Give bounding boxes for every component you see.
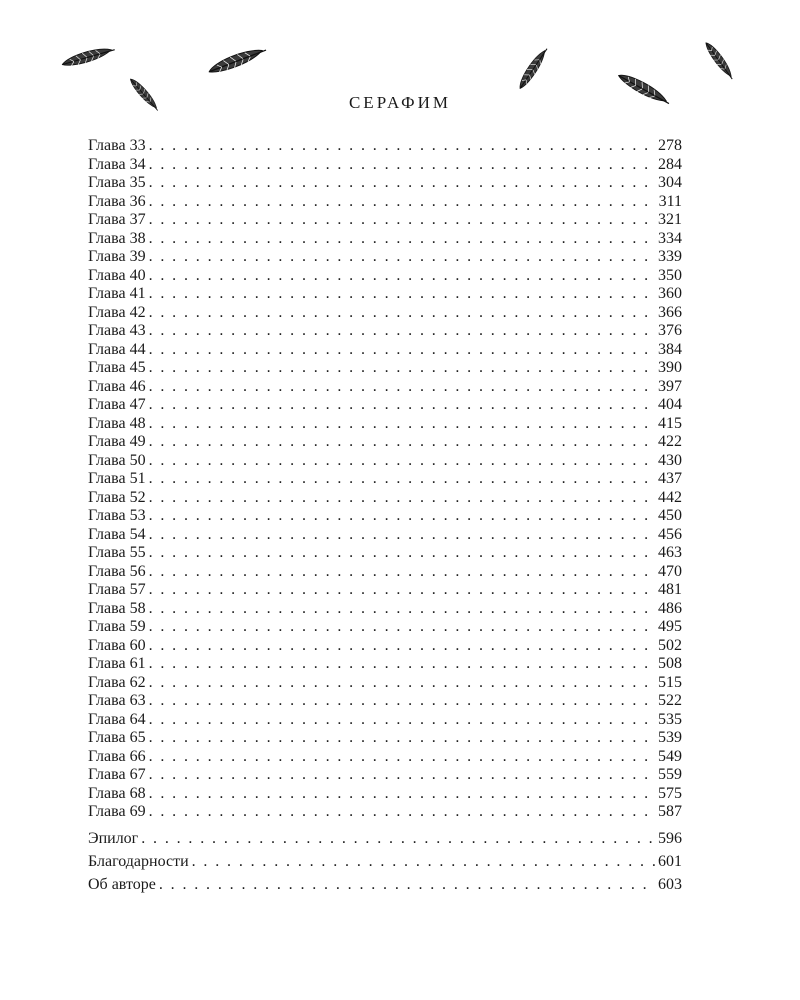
toc-entry bbox=[88, 322, 682, 341]
toc-entry bbox=[88, 156, 682, 175]
toc-entry bbox=[88, 873, 682, 896]
toc-entry-label: Эпилог bbox=[88, 829, 139, 847]
toc-entry-page: 575 bbox=[658, 784, 682, 802]
toc-entry-label: Глава 36 bbox=[88, 192, 146, 210]
toc-entry-label: Глава 61 bbox=[88, 655, 146, 672]
toc-entry-label: Глава 50 bbox=[88, 451, 146, 469]
toc-entry-label: Глава 35 bbox=[88, 174, 146, 191]
toc-entry-label: Глава 39 bbox=[88, 248, 146, 265]
toc-entry-label: Глава 54 bbox=[88, 525, 146, 543]
toc-entry-page: 442 bbox=[658, 488, 682, 506]
toc-entry-page: 470 bbox=[658, 562, 682, 580]
toc-entry-label: Глава 58 bbox=[88, 599, 146, 617]
dot-leader bbox=[149, 526, 655, 545]
dot-leader bbox=[149, 304, 655, 323]
dot-leader bbox=[149, 489, 655, 508]
toc-entry-page: 596 bbox=[658, 829, 682, 847]
dot-leader bbox=[149, 470, 655, 489]
toc-entry-page: 549 bbox=[658, 747, 682, 765]
toc-entry-label: Глава 62 bbox=[88, 673, 146, 691]
toc-entry-label: Глава 38 bbox=[88, 229, 146, 247]
toc-entry bbox=[88, 378, 682, 397]
toc-entry-page: 603 bbox=[658, 875, 682, 893]
toc-entry-page: 535 bbox=[658, 710, 682, 728]
toc-entry-page: 360 bbox=[658, 285, 682, 302]
toc-entry-page: 397 bbox=[658, 377, 682, 395]
dot-leader bbox=[192, 850, 655, 873]
toc-entry bbox=[88, 137, 682, 156]
toc-entry bbox=[88, 341, 682, 360]
toc-entry-page: 415 bbox=[658, 414, 682, 432]
toc-entry bbox=[88, 267, 682, 286]
dot-leader bbox=[149, 341, 655, 360]
toc-entry-label: Глава 37 bbox=[88, 211, 146, 228]
toc-entry-label: Глава 33 bbox=[88, 137, 146, 154]
toc-entry-label: Глава 64 bbox=[88, 710, 146, 728]
dot-leader bbox=[149, 563, 655, 582]
toc-entry bbox=[88, 248, 682, 267]
toc-entry-label: Глава 52 bbox=[88, 488, 146, 506]
toc-entry bbox=[88, 230, 682, 249]
toc-entry bbox=[88, 637, 682, 656]
toc-entry bbox=[88, 396, 682, 415]
dot-leader bbox=[149, 729, 655, 748]
dot-leader bbox=[149, 193, 656, 212]
toc-entry-page: 508 bbox=[658, 655, 682, 672]
toc-entry bbox=[88, 803, 682, 822]
toc-entry-label: Глава 53 bbox=[88, 507, 146, 524]
toc-entry bbox=[88, 674, 682, 693]
dot-leader bbox=[149, 544, 655, 563]
dot-leader bbox=[149, 174, 655, 193]
toc-entry-page: 437 bbox=[658, 470, 682, 487]
toc-entry-page: 450 bbox=[658, 507, 682, 524]
dot-leader bbox=[149, 396, 655, 415]
toc-entry-label: Глава 42 bbox=[88, 303, 146, 321]
toc-entry-page: 384 bbox=[658, 340, 682, 358]
toc-entry-page: 522 bbox=[658, 692, 682, 709]
toc-entry-label: Глава 67 bbox=[88, 766, 146, 783]
toc-entry-label: Глава 49 bbox=[88, 433, 146, 450]
dot-leader bbox=[149, 507, 655, 526]
dot-leader bbox=[149, 655, 655, 674]
dot-leader bbox=[149, 766, 655, 785]
toc-entry-label: Глава 65 bbox=[88, 729, 146, 746]
dot-leader bbox=[149, 581, 655, 600]
toc-entry-page: 587 bbox=[658, 803, 682, 820]
toc-entry-label: Глава 69 bbox=[88, 803, 146, 820]
toc-entry-page: 456 bbox=[658, 525, 682, 543]
toc-entry-label: Глава 56 bbox=[88, 562, 146, 580]
dot-leader bbox=[149, 248, 655, 267]
toc-entry-page: 486 bbox=[658, 599, 682, 617]
toc-entry bbox=[88, 452, 682, 471]
dot-leader bbox=[149, 156, 655, 175]
toc-entry-label: Глава 40 bbox=[88, 266, 146, 284]
toc-entry bbox=[88, 211, 682, 230]
dot-leader bbox=[149, 322, 655, 341]
toc-entry-label: Глава 59 bbox=[88, 618, 146, 635]
toc-entry-label: Глава 34 bbox=[88, 155, 146, 173]
toc-entry bbox=[88, 304, 682, 323]
toc-entry-label: Глава 68 bbox=[88, 784, 146, 802]
toc-entry-label: Глава 66 bbox=[88, 747, 146, 765]
toc-entry bbox=[88, 581, 682, 600]
toc-entry-page: 495 bbox=[658, 618, 682, 635]
toc-entry-page: 376 bbox=[658, 322, 682, 339]
toc-entry-page: 463 bbox=[658, 544, 682, 561]
toc-entry-page: 430 bbox=[658, 451, 682, 469]
toc-entry-page: 515 bbox=[658, 673, 682, 691]
toc-entry-page: 502 bbox=[658, 636, 682, 654]
feather-icon bbox=[703, 40, 736, 82]
dot-leader bbox=[149, 452, 655, 471]
toc-entry-page: 539 bbox=[658, 729, 682, 746]
dot-leader bbox=[159, 873, 655, 896]
chapter-list bbox=[88, 137, 682, 822]
toc-entry-page: 366 bbox=[658, 303, 682, 321]
toc-entry-page: 311 bbox=[658, 192, 682, 210]
dot-leader bbox=[149, 692, 655, 711]
toc-entry bbox=[88, 285, 682, 304]
toc-entry-page: 321 bbox=[658, 211, 682, 228]
toc-entry bbox=[88, 174, 682, 193]
toc-entry bbox=[88, 600, 682, 619]
toc-entry-label: Об авторе bbox=[88, 875, 156, 893]
toc-entry bbox=[88, 655, 682, 674]
toc-entry bbox=[88, 563, 682, 582]
toc-entry-label: Глава 51 bbox=[88, 470, 146, 487]
toc-entry bbox=[88, 415, 682, 434]
toc-entry bbox=[88, 433, 682, 452]
toc-entry bbox=[88, 618, 682, 637]
feather-icon bbox=[207, 45, 268, 77]
toc-entry bbox=[88, 748, 682, 767]
dot-leader bbox=[149, 415, 655, 434]
toc-entry bbox=[88, 489, 682, 508]
toc-entry-label: Глава 45 bbox=[88, 359, 146, 376]
toc-entry-page: 481 bbox=[658, 581, 682, 598]
toc-entry bbox=[88, 692, 682, 711]
toc-entry-label: Глава 55 bbox=[88, 544, 146, 561]
toc-entry bbox=[88, 526, 682, 545]
dot-leader bbox=[149, 378, 655, 397]
toc-entry bbox=[88, 544, 682, 563]
toc-entry-label: Благодарности bbox=[88, 852, 189, 870]
toc-entry-page: 334 bbox=[658, 229, 682, 247]
toc-entry-page: 390 bbox=[658, 359, 682, 376]
dot-leader bbox=[149, 137, 655, 156]
dot-leader bbox=[141, 827, 655, 850]
dot-leader bbox=[149, 600, 655, 619]
toc-entry bbox=[88, 711, 682, 730]
toc-entry-label: Глава 48 bbox=[88, 414, 146, 432]
dot-leader bbox=[149, 359, 655, 378]
toc-entry bbox=[88, 785, 682, 804]
toc-entry-label: Глава 47 bbox=[88, 396, 146, 413]
toc-entry bbox=[88, 470, 682, 489]
toc-entry-page: 350 bbox=[658, 266, 682, 284]
toc-entry-page: 404 bbox=[658, 396, 682, 413]
toc-entry-label: Глава 44 bbox=[88, 340, 146, 358]
toc-entry-page: 278 bbox=[658, 137, 682, 154]
dot-leader bbox=[149, 230, 655, 249]
toc-entry-label: Глава 46 bbox=[88, 377, 146, 395]
toc-entry bbox=[88, 850, 682, 873]
toc-entry-label: Глава 43 bbox=[88, 322, 146, 339]
toc-entry-label: Глава 60 bbox=[88, 636, 146, 654]
toc-entry-page: 304 bbox=[658, 174, 682, 191]
toc-entry-label: Глава 63 bbox=[88, 692, 146, 709]
toc-entry bbox=[88, 729, 682, 748]
dot-leader bbox=[149, 433, 655, 452]
table-of-contents bbox=[88, 137, 682, 896]
dot-leader bbox=[149, 637, 655, 656]
dot-leader bbox=[149, 748, 655, 767]
page-title: СЕРАФИМ bbox=[348, 93, 452, 112]
toc-entry-page: 284 bbox=[658, 155, 682, 173]
feather-icon bbox=[61, 45, 116, 70]
toc-entry-page: 339 bbox=[658, 248, 682, 265]
dot-leader bbox=[149, 211, 655, 230]
toc-entry-page: 559 bbox=[658, 766, 682, 783]
toc-entry bbox=[88, 193, 682, 212]
dot-leader bbox=[149, 803, 655, 822]
dot-leader bbox=[149, 785, 655, 804]
toc-entry bbox=[88, 359, 682, 378]
toc-entry bbox=[88, 827, 682, 850]
dot-leader bbox=[149, 674, 655, 693]
toc-entry-page: 601 bbox=[658, 852, 682, 870]
dot-leader bbox=[149, 711, 655, 730]
toc-entry bbox=[88, 766, 682, 785]
toc-entry-page: 422 bbox=[658, 433, 682, 450]
toc-entry-label: Глава 57 bbox=[88, 581, 146, 598]
toc-entry bbox=[88, 507, 682, 526]
dot-leader bbox=[149, 618, 655, 637]
feather-icon bbox=[516, 46, 552, 91]
toc-entry-label: Глава 41 bbox=[88, 285, 146, 302]
dot-leader bbox=[149, 267, 655, 286]
back-matter-list bbox=[88, 827, 682, 896]
dot-leader bbox=[149, 285, 655, 304]
